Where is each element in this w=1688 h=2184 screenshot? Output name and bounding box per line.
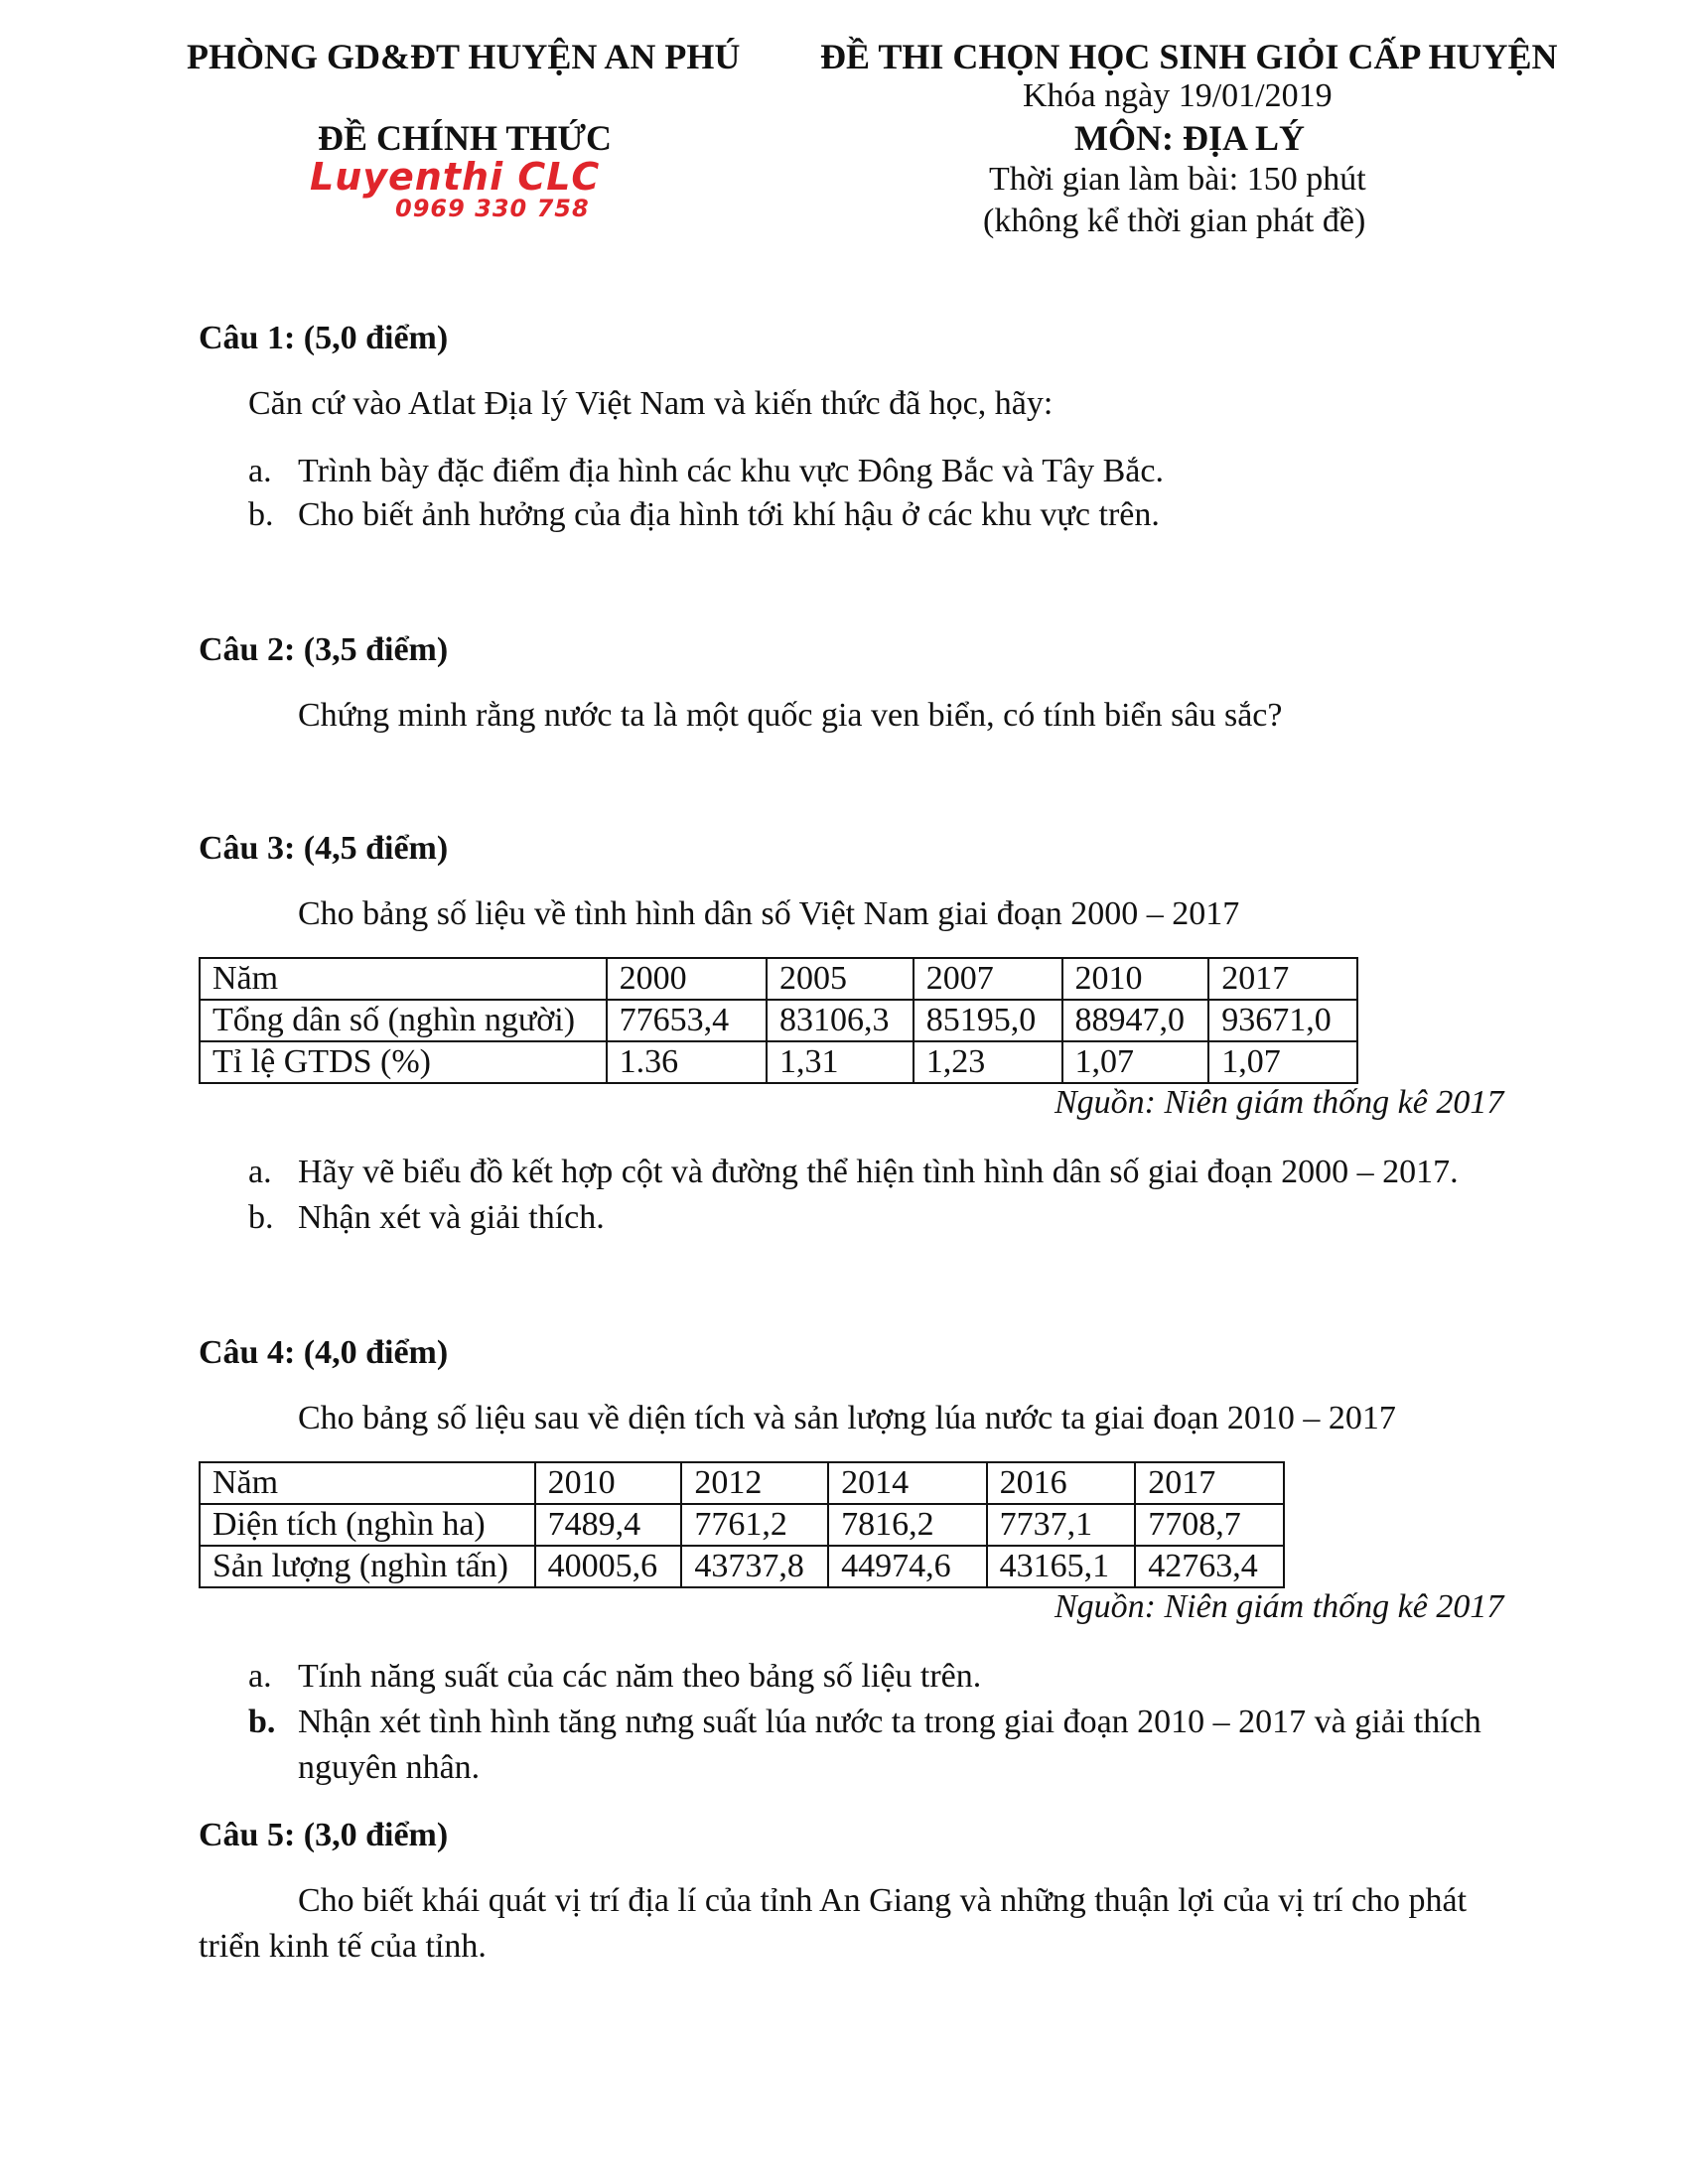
table-cell: 1,31: [767, 1041, 914, 1083]
q4-source: Nguồn: Niên giám thống kê 2017: [1055, 1588, 1504, 1625]
table-row: [200, 1000, 1357, 1041]
table-cell: 7489,4: [535, 1504, 682, 1546]
q4-item-b-text-line2: nguyên nhân.: [298, 1749, 481, 1786]
table-cell: 83106,3: [767, 1000, 914, 1041]
table-cell: 2014: [828, 1462, 986, 1504]
table-cell: 2010: [1062, 958, 1209, 1000]
q3-intro: Cho bảng số liệu về tình hình dân số Việt Nam giai đoạn 2000 – 2017: [298, 895, 1240, 932]
watermark-name: Luyenthi CLC: [310, 155, 601, 199]
q5-text-line2: triển kinh tế của tỉnh.: [199, 1928, 487, 1965]
table-cell: Tổng dân số (nghìn người): [200, 1000, 607, 1041]
q2-title: Câu 2: (3,5 điểm): [199, 631, 449, 668]
table-cell: 40005,6: [535, 1546, 682, 1587]
department-name: PHÒNG GD&ĐT HUYỆN AN PHÚ: [187, 37, 741, 76]
table-cell: 2010: [535, 1462, 682, 1504]
population-table: [199, 957, 1358, 1084]
exam-title: ĐỀ THI CHỌN HỌC SINH GIỎI CẤP HUYỆN: [820, 37, 1558, 76]
q1-item-a-text: Trình bày đặc điểm địa hình các khu vực Đông Bắc và Tây Bắc.: [298, 453, 1164, 489]
table-cell: Năm: [200, 1462, 535, 1504]
table-cell: 1,07: [1062, 1041, 1209, 1083]
watermark-phone: 0969 330 758: [395, 195, 590, 222]
q4-intro: Cho bảng số liệu sau về diện tích và sản lượng lúa nước ta giai đoạn 2010 – 2017: [298, 1400, 1396, 1436]
table-cell: Sản lượng (nghìn tấn): [200, 1546, 535, 1587]
table-cell: 77653,4: [607, 1000, 767, 1041]
q3-item-b-label: b.: [248, 1199, 274, 1236]
table-cell: Diện tích (nghìn ha): [200, 1504, 535, 1546]
q3-item-a-label: a.: [248, 1154, 272, 1190]
q3-source: Nguồn: Niên giám thống kê 2017: [1055, 1084, 1504, 1121]
q5-title: Câu 5: (3,0 điểm): [199, 1817, 449, 1853]
exam-duration-note: (không kể thời gian phát đề): [983, 203, 1366, 239]
q1-item-b-label: b.: [248, 496, 274, 533]
exam-duration: Thời gian làm bài: 150 phút: [989, 161, 1366, 198]
table-cell: 44974,6: [828, 1546, 986, 1587]
table-cell: 2017: [1135, 1462, 1284, 1504]
table-cell: 2000: [607, 958, 767, 1000]
q1-title: Câu 1: (5,0 điểm): [199, 320, 449, 356]
q3-item-a-text: Hãy vẽ biểu đồ kết hợp cột và đường thể hiện tình hình dân số giai đoạn 2000 – 2017.: [298, 1154, 1459, 1190]
q1-intro: Căn cứ vào Atlat Địa lý Việt Nam và kiến thức đã học, hãy:: [248, 385, 1054, 422]
table-cell: 2007: [914, 958, 1062, 1000]
table-cell: 7761,2: [681, 1504, 828, 1546]
table-cell: 1.36: [607, 1041, 767, 1083]
table-cell: 2012: [681, 1462, 828, 1504]
q2-text: Chứng minh rằng nước ta là một quốc gia ven biển, có tính biển sâu sắc?: [298, 697, 1283, 734]
table-cell: Tỉ lệ GTDS (%): [200, 1041, 607, 1083]
q5-text-line1: Cho biết khái quát vị trí địa lí của tỉnh An Giang và những thuận lợi của vị trí cho phát: [298, 1882, 1468, 1919]
q3-item-b-text: Nhận xét và giải thích.: [298, 1199, 605, 1236]
q4-item-b-label: b.: [248, 1704, 276, 1740]
table-cell: 43737,8: [681, 1546, 828, 1587]
q1-item-a-label: a.: [248, 453, 272, 489]
q4-item-b-text-line1: Nhận xét tình hình tăng nưng suất lúa nước ta trong giai đoạn 2010 – 2017 và giải thích: [298, 1704, 1481, 1740]
q3-title: Câu 3: (4,5 điểm): [199, 830, 449, 867]
exam-subject: MÔN: ĐỊA LÝ: [1074, 118, 1305, 158]
table-cell: 42763,4: [1135, 1546, 1284, 1587]
table-cell: 7708,7: [1135, 1504, 1284, 1546]
table-cell: 2016: [987, 1462, 1136, 1504]
table-cell: 7816,2: [828, 1504, 986, 1546]
q4-item-a-label: a.: [248, 1658, 272, 1695]
table-cell: 88947,0: [1062, 1000, 1209, 1041]
table-cell: 85195,0: [914, 1000, 1062, 1041]
q1-item-b-text: Cho biết ảnh hưởng của địa hình tới khí hậu ở các khu vực trên.: [298, 496, 1160, 533]
table-cell: 43165,1: [987, 1546, 1136, 1587]
table-header-row: [200, 1462, 1284, 1504]
official-exam-label: ĐỀ CHÍNH THỨC: [318, 118, 613, 158]
table-cell: 1,23: [914, 1041, 1062, 1083]
table-row: [200, 1504, 1284, 1546]
table-cell: Năm: [200, 958, 607, 1000]
table-cell: 93671,0: [1208, 1000, 1357, 1041]
q4-item-a-text: Tính năng suất của các năm theo bảng số liệu trên.: [298, 1658, 982, 1695]
table-cell: 2005: [767, 958, 914, 1000]
table-row: [200, 1041, 1357, 1083]
q4-title: Câu 4: (4,0 điểm): [199, 1334, 449, 1371]
table-cell: 1,07: [1208, 1041, 1357, 1083]
rice-table: [199, 1461, 1285, 1588]
table-cell: 2017: [1208, 958, 1357, 1000]
table-header-row: [200, 958, 1357, 1000]
table-cell: 7737,1: [987, 1504, 1136, 1546]
table-row: [200, 1546, 1284, 1587]
exam-date: Khóa ngày 19/01/2019: [1023, 77, 1333, 114]
